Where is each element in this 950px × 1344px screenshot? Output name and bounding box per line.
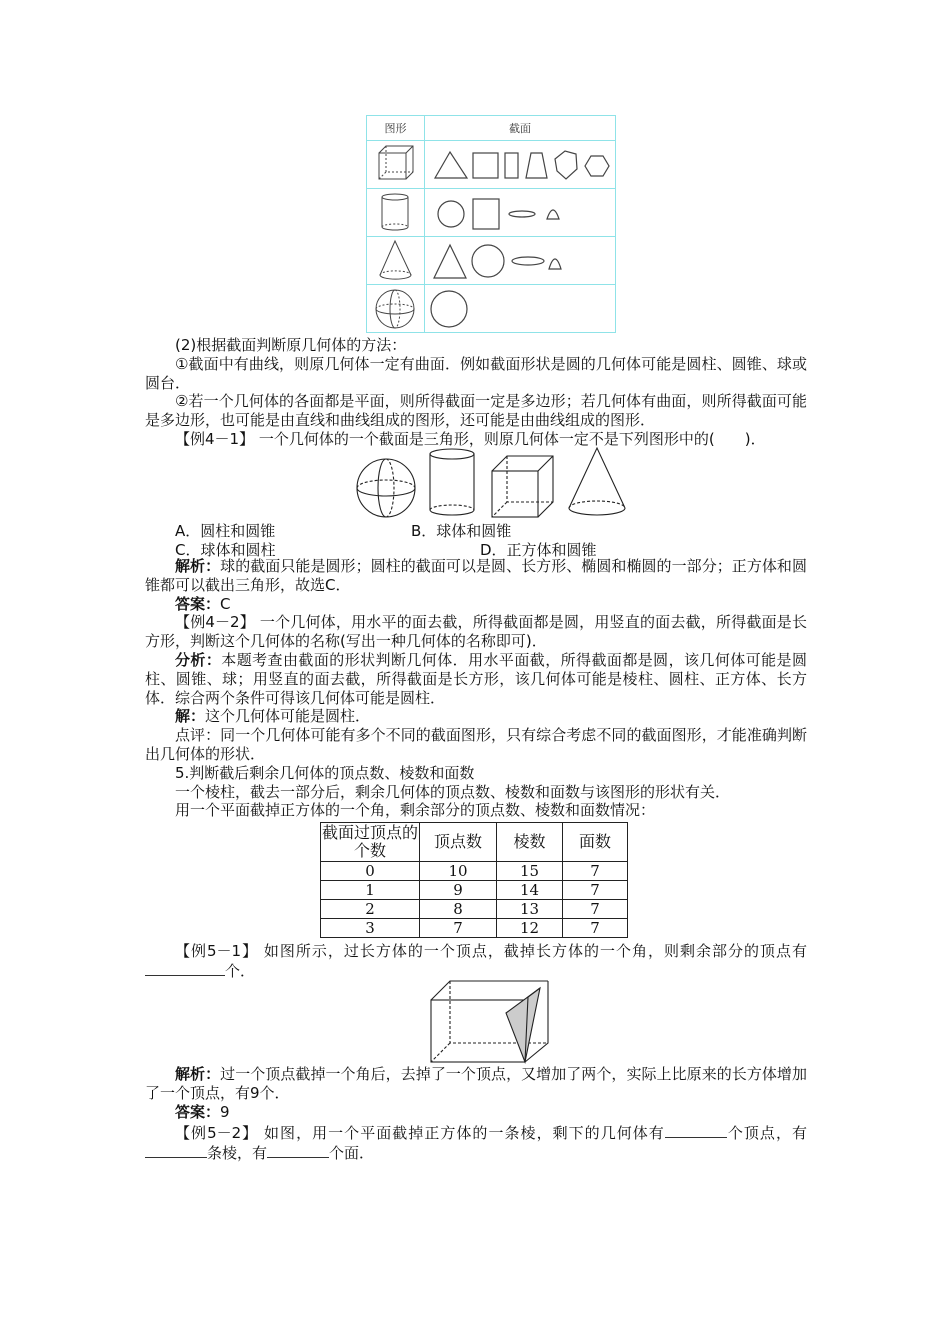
answer-blank	[145, 1143, 207, 1158]
answer-blank	[665, 1123, 727, 1138]
method-paragraph-2: ②若一个几何体的各面都是平面，则所得截面一定是多边形；若几何体有曲面，则所得截面可能是多边形，也可能是由直线和曲线组成的图形，还可能是由曲线组成的图形．	[145, 392, 807, 430]
section-5-title: 5.判断截后剩余几何体的顶点数、棱数和面数	[175, 763, 475, 782]
method-section	[145, 336, 807, 449]
col-header: 截面过顶点的个数	[321, 823, 418, 860]
example-4-2-comment: 点评：同一个几何体可能有多个不同的截面图形，只有综合考虑不同的截面图形，才能准确判断出几何体的形状．	[145, 726, 807, 763]
cone-sections	[425, 237, 616, 285]
vertex-edge-face-table	[320, 822, 628, 938]
sphere-icon	[367, 285, 425, 333]
col-header: 面数	[563, 823, 628, 862]
header-section: 截面	[425, 116, 616, 141]
example-4-1-question: 【例4－1】 一个几何体的一个截面是三角形，则原几何体一定不是下列图形中的( )．	[175, 429, 766, 448]
table-row: 1 9 14 7	[321, 881, 628, 900]
cone-icon	[367, 237, 425, 285]
option-c: C．球体和圆柱	[175, 541, 276, 559]
table-row: 3 7 12 7	[321, 919, 628, 938]
answer-blank	[267, 1143, 329, 1158]
header-shape: 图形	[367, 116, 425, 141]
cube-icon	[367, 141, 425, 189]
section-5-paragraph-1: 一个棱柱，截去一部分后，剩余几何体的顶点数、棱数和面数与该图形的形状有关．	[175, 782, 731, 801]
sphere-sections	[425, 285, 616, 333]
example-4-1-analysis: 解析：球的截面只能是圆形；圆柱的截面可以是圆、长方形、椭圆和椭圆的一部分；正方体和圆锥都可以截出三角形，故选C．	[145, 557, 807, 594]
example-5-1-question: 【例5－1】 如图所示，过长方体的一个顶点，截掉长方体的一个角，则剩余部分的顶点有个．	[145, 942, 807, 981]
cylinder-icon	[367, 189, 425, 237]
answer-blank	[145, 961, 225, 976]
cuboid-cut-figure	[428, 978, 554, 1064]
section-5-paragraph-2: 用一个平面截掉正方体的一个角，剩余部分的顶点数、棱数和面数情况：	[175, 801, 656, 820]
method-title: (2)根据截面判断原几何体的方法：	[175, 336, 407, 354]
example-4-2-solution: 解：这个几何体可能是圆柱．	[175, 707, 371, 726]
example-4-2-question: 【例4－2】 一个几何体，用水平的面去截，所得截面都是圆，用竖直的面去截，所得截面是长方形，判断这个几何体的名称(写出一种几何体的名称即可)．	[145, 613, 807, 651]
cylinder-sections	[425, 189, 616, 237]
example-4-2-analysis: 分析：本题考查由截面的形状判断几何体．用水平面截，所得截面都是圆，该几何体可能是圆柱、圆锥、球；用竖直的面去截，所得截面是长方形，该几何体可能是棱柱、圆柱、正方体、长方体．综合两个条件可得该几何体可能是圆柱．	[145, 650, 807, 707]
table-row: 2 8 13 7	[321, 900, 628, 919]
option-a: A．圆柱和圆锥	[175, 522, 276, 540]
method-paragraph-1: ①截面中有曲线，则原几何体一定有曲面．例如截面形状是圆的几何体可能是圆柱、圆锥、球或圆台．	[145, 354, 807, 392]
example-5-section	[145, 1065, 807, 1163]
solids-figure	[355, 446, 630, 520]
col-header: 棱数	[497, 823, 563, 862]
example-5-1-answer: 答案：9	[175, 1102, 230, 1121]
example-5-2-question: 【例5－2】 如图，用一个平面截掉正方体的一条棱，剩下的几何体有 个顶点，有条棱，有 个面．	[145, 1123, 807, 1163]
cube-sections	[425, 141, 616, 189]
table-row: 0 10 15 7	[321, 862, 628, 881]
option-b: B．球体和圆锥	[411, 522, 512, 540]
example-4-section	[145, 557, 807, 820]
example-4-1-answer: 答案：C	[175, 594, 231, 613]
example-5-1-analysis: 解析：过一个顶点截掉一个角后，去掉了一个顶点，又增加了两个，实际上比原来的长方体增加了一个顶点，有9个．	[145, 1065, 807, 1102]
col-header: 顶点数	[420, 823, 497, 862]
option-d: D．正方体和圆锥	[480, 541, 597, 559]
cross-section-table	[366, 115, 616, 333]
